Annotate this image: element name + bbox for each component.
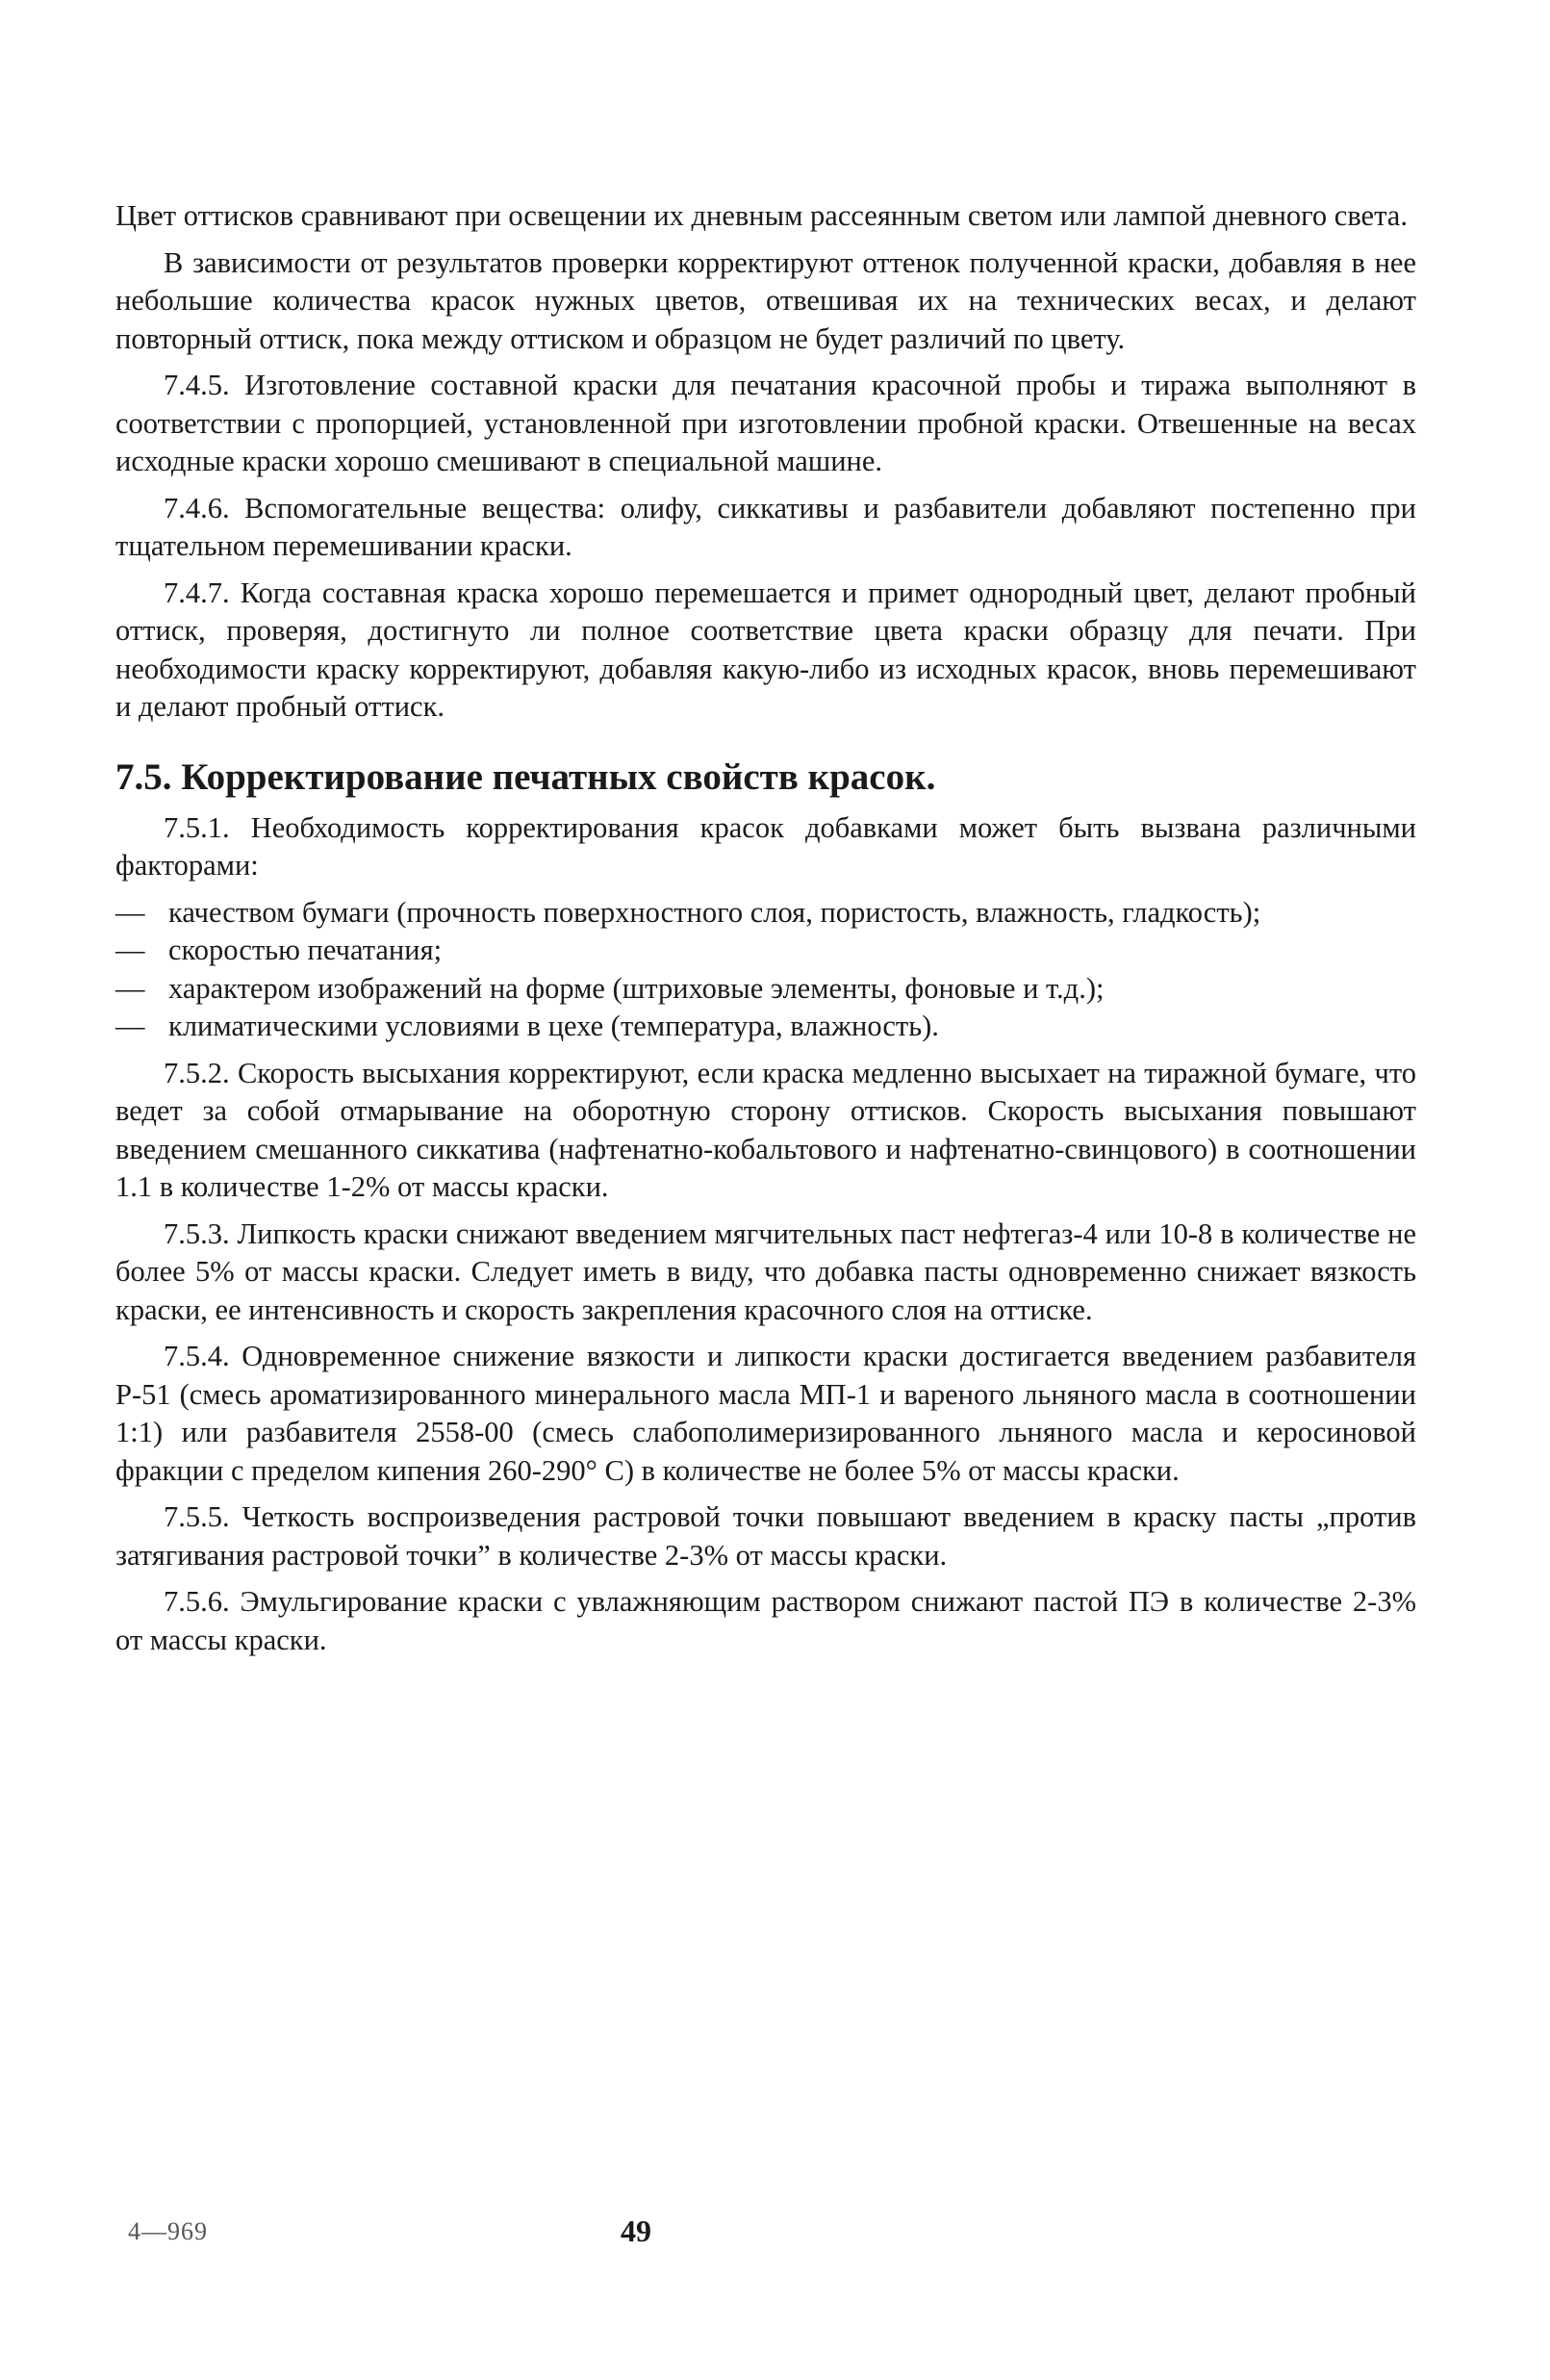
paragraph-7-4-6: 7.4.6. Вспомогательные вещества: олифу, сиккативы и разбавители добавляют постепенно при тщательном перемешивании краски. <box>115 491 1416 562</box>
paragraph-7-4-7: 7.4.7. Когда составная краска хорошо перемешается и примет однородный цвет, делают пробный оттиск, проверяя, достигнуто ли полное соответствие цвета краски образцу для печати. При необходимости краску корректируют, добавляя какую-либо из исходных красок, вновь перемешивают и делают пробный оттиск. <box>115 576 1416 723</box>
list-item <box>115 894 1416 933</box>
section-heading-7-5: 7.5. Корректирование печатных свойств красок. <box>115 755 936 798</box>
page-footer <box>0 2214 1550 2262</box>
dash-marker: — <box>115 934 145 966</box>
dash-marker: — <box>115 971 145 1005</box>
paragraph-7-5-2: 7.5.2. Скорость высыхания корректируют, если краска медленно высыхает на тиражной бумаге, что ведет за собой отмарывание на оборотную сторону оттисков. Скорость высыхания повышают введением смешанного сиккатива (нафтенатно-кобальтового и нафтенатно-свинцового) в соотношении 1.1 в количестве 1-2% от массы краски. <box>115 1056 1416 1203</box>
list-item <box>115 970 1416 1009</box>
factors-list <box>115 894 1416 1046</box>
page-content <box>115 197 1416 1668</box>
list-item <box>115 1008 1416 1046</box>
list-item-text: характером изображений на форме (штриховые элементы, фоновые и т.д.); <box>168 971 1105 1005</box>
paragraph-7-5-3: 7.5.3. Липкость краски снижают введением мягчительных паст нефтегаз-4 или 10-8 в количестве не более 5% от массы краски. Следует иметь в виду, что добавка пасты одновременно снижает вязкость краски, ее интенсивность и скорость закрепления красочного слоя на оттиске. <box>115 1216 1416 1326</box>
list-item <box>115 932 1416 970</box>
page-number: 49 <box>621 2214 651 2248</box>
list-item-text: качеством бумаги (прочность поверхностного слоя, пористость, влажность, гладкость); <box>168 895 1261 929</box>
paragraph-7-5-6: 7.5.6. Эмульгирование краски с увлажняющим раствором снижают пастой ПЭ в количестве 2-3% от массы краски. <box>115 1585 1416 1656</box>
dash-marker: — <box>115 1010 145 1042</box>
signature-code: 4—969 <box>128 2217 208 2245</box>
paragraph-tint-correction: В зависимости от результатов проверки корректируют оттенок полученной краски, добавляя в нее небольшие количества красок нужных цветов, отвешивая их на технических весах, и делают повторный оттиск, пока между оттиском и образцом не будет различий по цвету. <box>115 245 1416 355</box>
list-item-text: климатическими условиями в цехе (температура, влажность). <box>168 1010 939 1042</box>
paragraph-7-5-1: 7.5.1. Необходимость корректирования красок добавками может быть вызвана различными факторами: <box>115 810 1416 882</box>
paragraph-7-5-4: 7.5.4. Одновременное снижение вязкости и липкости краски достигается введением разбавителя Р-51 (смесь ароматизированного минерального масла МП-1 и вареного льняного масла в соотношении 1:1) или разбавителя 2558-00 (смесь слабополимеризированного льняного масла и керосиновой фракции с пределом кипения 260-290° С) в количестве не более 5% от массы краски. <box>115 1340 1416 1487</box>
paragraph-7-4-5: 7.4.5. Изготовление составной краски для печатания красочной пробы и тиража выполняют в соответствии с пропорцией, установленной при изготовлении пробной краски. Отвешенные на весах исходные краски хорошо смешивают в специальной машине. <box>115 369 1416 477</box>
paragraph-7-5-5: 7.5.5. Четкость воспроизведения растровой точки повышают введением в краску пасты „против затягивания растровой точки” в количестве 2-3% от массы краски. <box>115 1500 1416 1572</box>
list-item-text: скоростью печатания; <box>168 934 443 966</box>
paragraph-color-comparison: Цвет оттисков сравнивают при освещении их дневным рассеянным светом или лампой дневного света. <box>115 199 1408 232</box>
dash-marker: — <box>115 895 145 929</box>
